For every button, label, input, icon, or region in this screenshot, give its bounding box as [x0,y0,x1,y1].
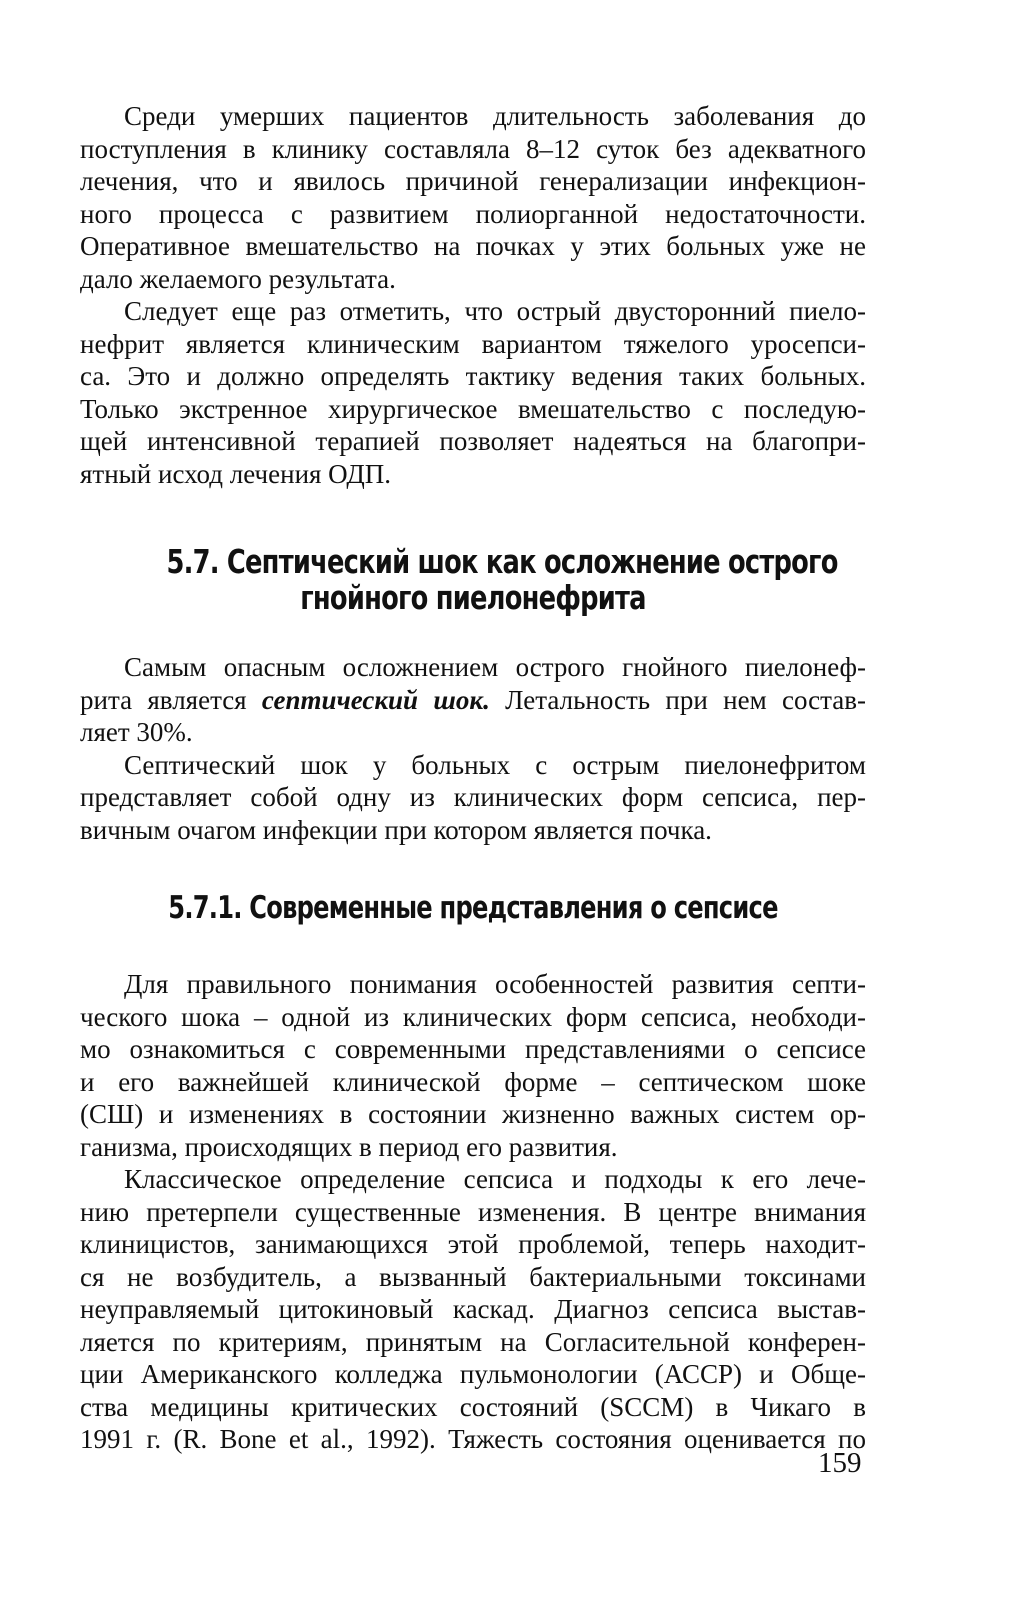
text-line: 1991 г. (R. Bone et al., 1992). Тяжесть состояния оценивается по [80,1424,866,1454]
text-line: Следует еще раз отметить, что острый двусторонний пиело- [124,296,866,326]
text-line: Только экстренное хирургическое вмешательство с последую- [80,393,866,424]
text-line: Септический шок у больных с острым пиелонефритом [124,749,866,780]
text-line: ганизма, происходящих в период его развития. [80,1131,618,1162]
paragraph-5 [80,968,866,1163]
text-line: ляется по критериям, принятым на Согласительной конферен- [80,1326,866,1357]
text-line: поступления в клинику составляла 8–12 суток без адекватного [80,133,866,164]
section-heading-line-2: гнойного пиелонефрита [300,578,646,617]
emphasized-term: септический шок. [261,684,490,715]
text-line: нию претерпели существенные изменения. В центре внимания [80,1196,866,1227]
text-line: Для правильного понимания особенностей развития септи- [124,969,866,999]
paragraph-2 [80,295,866,490]
page-number: 159 [818,1447,862,1479]
text-line: ства медицины критических состояний (SCCM) в Чикаго в [80,1391,866,1422]
subsection-heading: 5.7.1. Современные представления о сепсисе [168,890,778,926]
section-heading-line-1: 5.7. Септический шок как осложнение острого [166,542,838,581]
text-line: нефрит является клиническим вариантом тяжелого уросепси- [80,328,866,359]
text-line: представляет собой одну из клинических форм сепсиса, пер- [80,782,866,812]
text-line: дало желаемого результата. [80,263,396,294]
paragraph-6 [80,1163,866,1456]
page-body [80,100,866,1456]
text-line: ческого шока – одной из клинических форм сепсиса, необходи- [80,1001,866,1032]
text-line: ляет 30%. [80,717,193,747]
text-line: Классическое определение сепсиса и подходы к его лече- [124,1164,866,1194]
text-line: Оперативное вмешательство на почках у этих больных уже не [80,231,866,261]
text-line: лечения, что и явилось причиной генерализации инфекцион- [80,166,866,196]
text-line: и его важнейшей клинической форме – септическом шоке [80,1066,866,1097]
text-run: Летальность при нем состав- [489,684,866,715]
text-line: Среди умерших пациентов длительность заболевания до [124,101,866,131]
text-line: мо ознакомиться с современными представлениями о сепсисе [80,1034,866,1064]
paragraph-4 [80,749,866,847]
paragraph-1 [80,100,866,295]
text-line: клиницистов, занимающихся этой проблемой, теперь находит- [80,1229,866,1259]
text-line: ного процесса с развитием полиорганной недостаточности. [80,198,866,229]
text-line: Самым опасным осложнением острого гнойного пиелонеф- [124,652,866,682]
text-line-with-emphasis [80,684,866,717]
paragraph-3 [80,651,866,749]
text-line: ся не возбудитель, а вызванный бактериальными токсинами [80,1261,866,1292]
text-line: неуправляемый цитокиновый каскад. Диагноз сепсиса выстав- [80,1294,866,1324]
text-run: рита является [80,684,262,715]
text-line: (СШ) и изменениях в состоянии жизненно важных систем ор- [80,1099,866,1129]
text-line: щей интенсивной терапией позволяет надеяться на благопри- [80,426,866,456]
text-line: ятный исход лечения ОДП. [80,458,392,489]
text-line: вичным очагом инфекции при котором является почка. [80,814,712,845]
text-line: ции Американского колледжа пульмонологии (АССР) и Обще- [80,1359,866,1389]
text-line: са. Это и должно определять тактику ведения таких больных. [80,361,866,391]
